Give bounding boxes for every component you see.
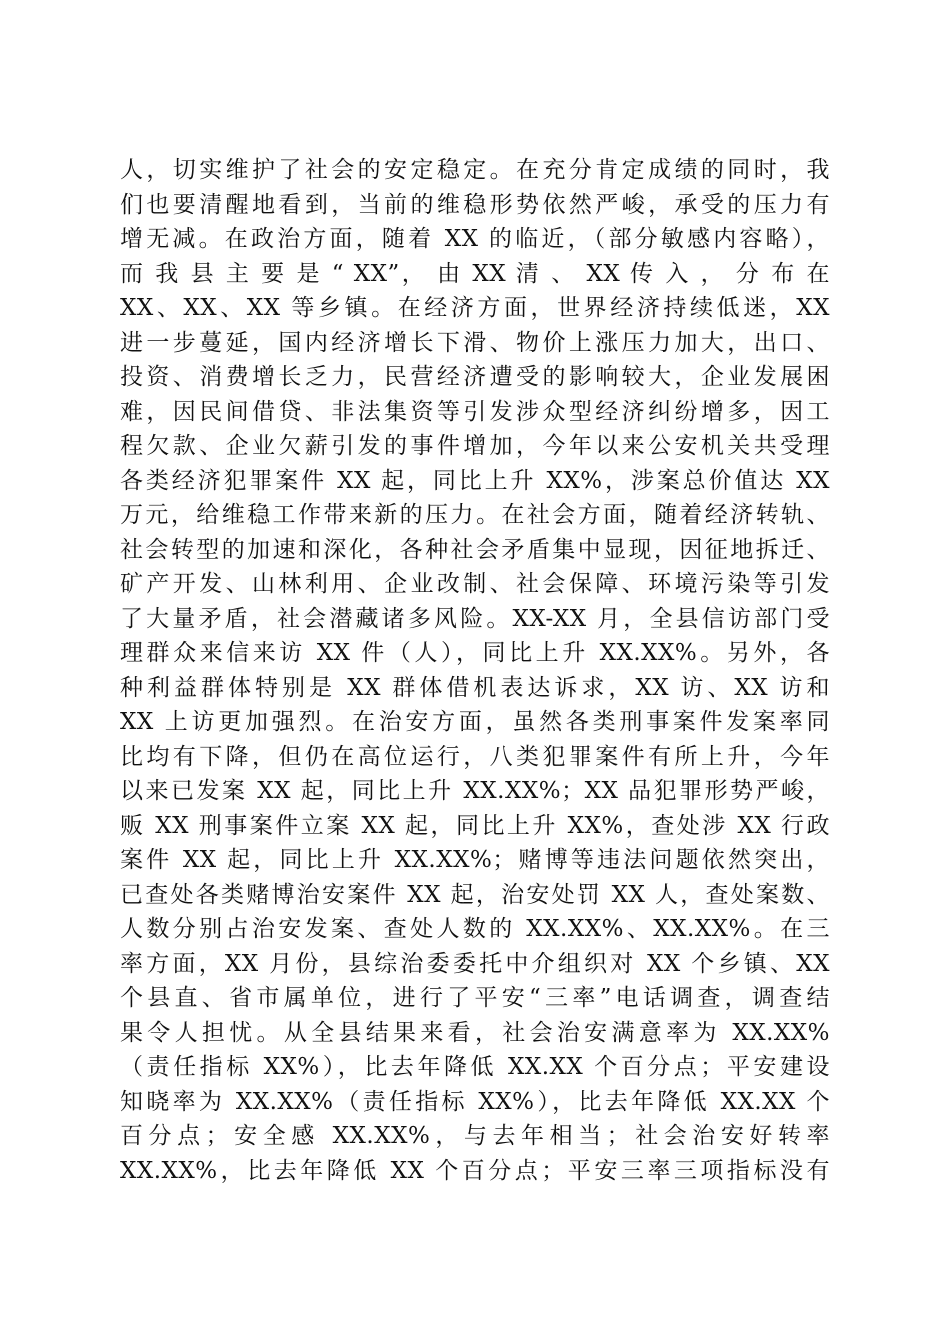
text-line: 人，切实维护了社会的安定稳定。在充分肯定成绩的同时，我	[120, 157, 830, 183]
text-line: 百分点；安全感 XX.XX%，与去年相当；社会治安好转率	[120, 1123, 830, 1149]
text-line: 个县直、省市属单位，进行了平安“三率”电话调查，调查结	[120, 985, 830, 1011]
body-text	[120, 153, 830, 1188]
text-line: 人数分别占治安发案、查处人数的 XX.XX%、XX.XX%。在三	[120, 916, 830, 942]
text-line: 社会转型的加速和深化，各种社会矛盾集中显现，因征地拆迁、	[120, 536, 830, 563]
text-line: 矿产开发、山林利用、企业改制、社会保障、环境污染等引发	[120, 571, 830, 597]
text-line: XX、XX、XX 等乡镇。在经济方面，世界经济持续低迷，XX	[120, 295, 830, 321]
text-line: 进一步蔓延，国内经济增长下滑、物价上涨压力加大，出口、	[120, 329, 830, 356]
text-line: 们也要清醒地看到，当前的维稳形势依然严峻，承受的压力有	[120, 191, 830, 218]
text-line: 各类经济犯罪案件 XX 起，同比上升 XX%，涉案总价值达 XX	[120, 467, 830, 494]
text-line: 果令人担忧。从全县结果来看，社会治安满意率为 XX.XX%	[120, 1019, 830, 1046]
text-line: （责任指标 XX%），比去年降低 XX.XX 个百分点；平安建设	[120, 1054, 830, 1080]
text-line: 案件 XX 起，同比上升 XX.XX%；赌博等违法问题依然突出，	[120, 847, 830, 873]
text-line: 而 我 县 主 要 是 “ XX”， 由 XX 清 、 XX 传 入 ， 分 布 在	[120, 260, 831, 287]
text-line: 增无减。在政治方面，随着 XX 的临近，（部分敏感内容略），	[120, 226, 830, 252]
text-line: 贩 XX 刑事案件立案 XX 起，同比上升 XX%，查处涉 XX 行政	[120, 812, 830, 839]
text-line: XX 上访更加强烈。在治安方面，虽然各类刑事案件发案率同	[120, 709, 830, 735]
text-line: 理群众来信来访 XX 件（人），同比上升 XX.XX%。另外，各	[120, 640, 830, 666]
text-line: 率方面，XX 月份，县综治委委托中介组织对 XX 个乡镇、XX	[120, 950, 830, 977]
text-line: XX.XX%，比去年降低 XX 个百分点；平安三率三项指标没有	[120, 1157, 830, 1184]
text-line: 投资、消费增长乏力，民营经济遭受的影响较大，企业发展困	[120, 364, 830, 390]
text-line: 知晓率为 XX.XX%（责任指标 XX%），比去年降低 XX.XX 个	[120, 1088, 830, 1115]
text-line: 难，因民间借贷、非法集资等引发涉众型经济纠纷增多，因工	[120, 398, 830, 425]
text-line: 比均有下降，但仍在高位运行，八类犯罪案件有所上升，今年	[120, 743, 830, 770]
text-line: 以来已发案 XX 起，同比上升 XX.XX%；XX 品犯罪形势严峻，	[120, 778, 830, 804]
text-line: 已查处各类赌博治安案件 XX 起，治安处罚 XX 人，查处案数、	[120, 881, 830, 908]
text-line: 种利益群体特别是 XX 群体借机表达诉求，XX 访、XX 访和	[120, 674, 830, 701]
text-line: 程欠款、企业欠薪引发的事件增加，今年以来公安机关共受理	[120, 433, 830, 459]
text-line: 了大量矛盾，社会潜藏诸多风险。XX-XX 月，全县信访部门受	[120, 605, 830, 632]
text-line: 万元，给维稳工作带来新的压力。在社会方面，随着经济转轨、	[120, 502, 830, 528]
